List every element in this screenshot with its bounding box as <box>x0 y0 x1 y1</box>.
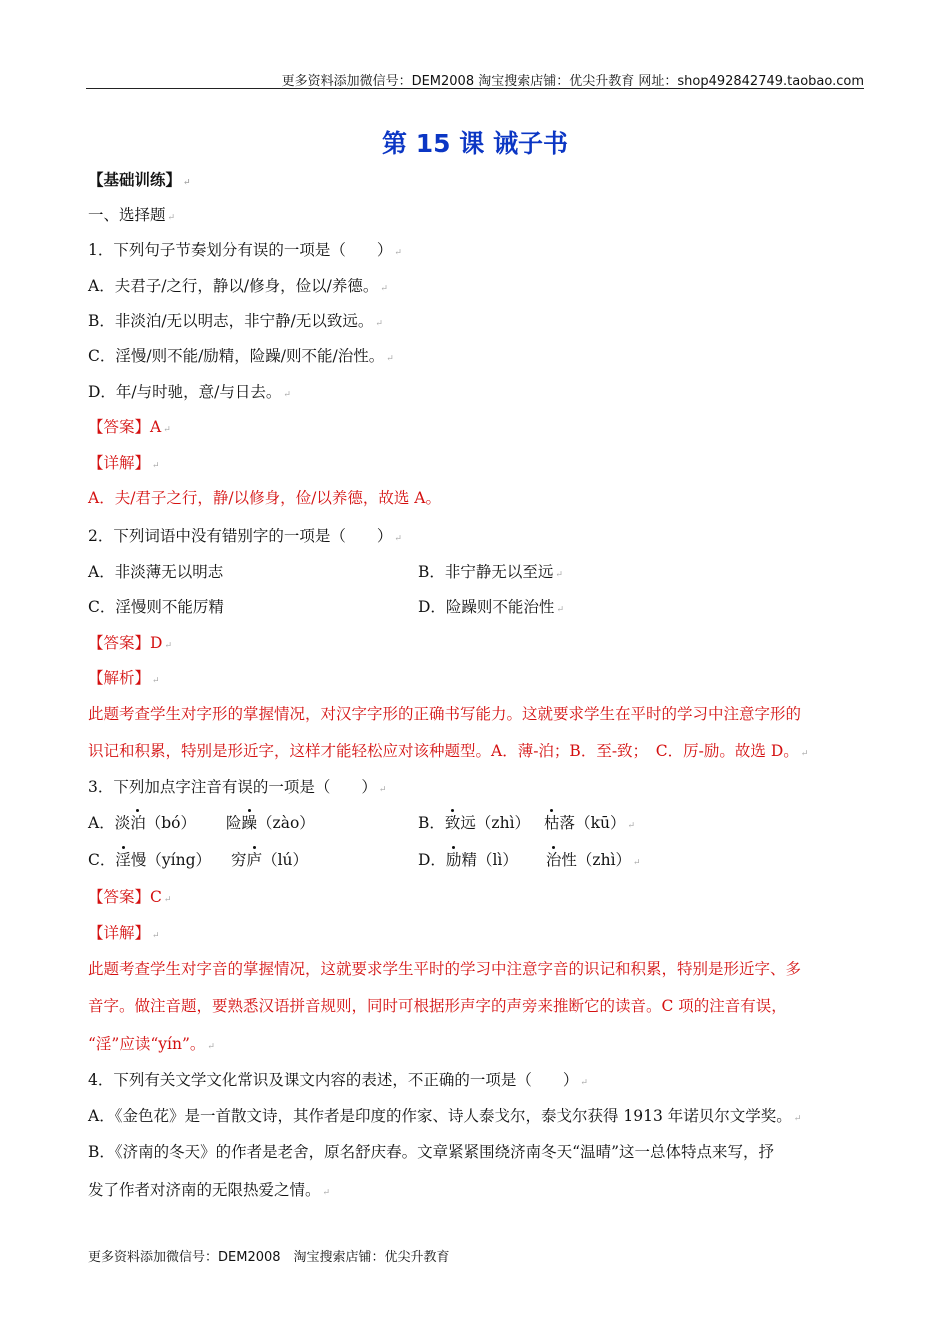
q3-c1-dotted-char: 淫 <box>115 851 131 869</box>
q2-analysis-label: 【解析】 ↵ <box>88 669 160 687</box>
q1-detail-label-text: 【详解】 <box>88 454 151 472</box>
q3-stem-text: 3．下列加点字注音有误的一项是（ ） <box>88 778 377 796</box>
q2-option-c: C．淫慢则不能厉精 <box>88 598 224 616</box>
q3-b2-pinyin: （kū） <box>575 814 626 832</box>
q3-c1-char: 慢 <box>130 851 147 869</box>
q3-d1-dotted-char: 励 <box>445 851 462 869</box>
q1-answer: 【答案】A ↵ <box>88 418 171 436</box>
q3-detail-label-text: 【详解】 <box>88 924 151 942</box>
q1-option-c: C．淫慢/则不能/励精，险躁/则不能/治性。 ↵ <box>88 347 394 365</box>
q1-detail-label: 【详解】 ↵ <box>88 454 160 472</box>
q3-option-b: B．致远（zhì） 枯落（kū） ↵ <box>418 814 635 832</box>
q3-answer-text: 【答案】C <box>88 888 162 906</box>
q3-b2-char: 落 <box>559 814 576 832</box>
q2-answer: 【答案】D ↵ <box>88 634 172 652</box>
q2-stem-text: 2．下列词语中没有错别字的一项是（ ） <box>88 527 393 545</box>
q3-stem: 3．下列加点字注音有误的一项是（ ） ↵ <box>88 778 387 796</box>
q3-detail-line-2: 音字。做注音题，要熟悉汉语拼音规则，同时可根据形声字的声旁来推断它的读音。C 项的注音有误， <box>88 997 787 1015</box>
q2-answer-text: 【答案】D <box>88 634 163 652</box>
q3-option-a <box>88 813 315 833</box>
section-label: 【基础训练】 <box>88 170 182 189</box>
q4-option-a: A．《金色花》是一首散文诗，其作者是印度的作家、诗人泰戈尔，泰戈尔获得 1913 年诺贝尔文学奖。 ↵ <box>88 1107 802 1125</box>
q1-option-b: B．非淡泊/无以明志，非宁静/无以致远。 ↵ <box>88 312 383 330</box>
q3-b1-char: 远 <box>460 814 476 832</box>
q3-b2-dotted-char: 枯 <box>544 814 560 832</box>
q3-d1-char: 精 <box>461 851 477 869</box>
q2-option-b: B．非宁静无以至远 ↵ <box>418 563 563 581</box>
q4-stem-text: 4．下列有关文学文化常识及课文内容的表述，不正确的一项是（ ） <box>88 1071 579 1089</box>
q3-d2-char: 性 <box>561 851 577 869</box>
q3-c2-dotted-char: 庐 <box>246 851 263 869</box>
q3-a2-dotted-char: 躁 <box>241 814 258 832</box>
q4-option-b-line-2-text: 发了作者对济南的无限热爱之情。 <box>88 1181 321 1199</box>
q1-option-c-text: C．淫慢/则不能/励精，险躁/则不能/治性。 <box>88 347 385 365</box>
q3-detail-label: 【详解】 ↵ <box>88 924 160 942</box>
subsection-label: 一、选择题 <box>88 206 166 224</box>
q2-analysis-label-text: 【解析】 <box>88 669 151 687</box>
q4-option-b-line-1: B．《济南的冬天》的作者是老舍，原名舒庆春。文章紧紧围绕济南冬天“温晴”这一总体特点来写，抒 <box>88 1143 774 1161</box>
q1-answer-text: 【答案】A <box>88 418 162 436</box>
q2-analysis-line-2-text: 识记和积累，特别是形近字，这样才能轻松应对该种题型。A．薄-泊；B．至-致； C．厉-励。故选 D。 <box>88 742 799 760</box>
q1-option-a-text: A．夫君子/之行，静以/修身，俭以/养德。 <box>88 277 379 295</box>
q3-a1-char: 淡 <box>114 814 131 832</box>
q2-analysis-line-1: 此题考查学生对字形的掌握情况，对汉字字形的正确书写能力。这就要求学生在平时的学习中注意字形的 <box>88 705 802 723</box>
q3-d2-pinyin: （zhì） <box>576 851 632 869</box>
q2-stem: 2．下列词语中没有错别字的一项是（ ） ↵ <box>88 527 402 545</box>
q2-analysis-line-2: 识记和积累，特别是形近字，这样才能轻松应对该种题型。A．薄-泊；B．至-致； C．厉-励。故选 D。 ↵ <box>88 742 809 760</box>
q1-option-d-text: D．年/与时驰，意/与日去。 <box>88 383 282 401</box>
q3-b1-pinyin: （zhì） <box>475 814 531 832</box>
q4-option-b-line-2: 发了作者对济南的无限热爱之情。 ↵ <box>88 1181 331 1199</box>
q2-option-d-text: D．险躁则不能治性 <box>418 598 555 616</box>
q3-detail-line-1: 此题考查学生对字音的掌握情况，这就要求学生平时的学习中注意字音的识记和积累，特别是形近字、多 <box>88 960 802 978</box>
q3-c2-char: 穷 <box>231 851 247 869</box>
q3-detail-line-3: “淫”应读“yín”。 ↵ <box>88 1035 215 1053</box>
q3-option-d: D．励精（lì） 治性（zhì） ↵ <box>418 851 641 869</box>
q3-detail-line-3-text: “淫”应读“yín”。 <box>88 1035 206 1053</box>
q3-a2-pinyin: （zào） <box>257 814 315 832</box>
q2-option-a: A．非淡薄无以明志 <box>88 563 224 581</box>
q1-stem: 1．下列句子节奏划分有误的一项是（ ） ↵ <box>88 241 402 259</box>
page-header: 更多资料添加微信号：DEM2008 淘宝搜索店铺：优尖升教育 网址：shop492842749.taobao.com <box>281 74 864 89</box>
q3-a2-char: 险 <box>226 814 242 832</box>
q3-answer: 【答案】C ↵ <box>88 888 172 906</box>
q3-option-c <box>88 850 308 870</box>
q3-option-d-label: D． <box>418 851 446 869</box>
q1-option-b-text: B．非淡泊/无以明志，非宁静/无以致远。 <box>88 312 374 330</box>
page-footer: 更多资料添加微信号：DEM2008 淘宝搜索店铺：优尖升教育 <box>88 1250 450 1265</box>
q3-a1-pinyin: （bó） <box>145 814 196 832</box>
q1-option-d: D．年/与时驰，意/与日去。 ↵ <box>88 383 291 401</box>
q1-stem-text: 1．下列句子节奏划分有误的一项是（ ） <box>88 241 393 259</box>
q3-b1-dotted-char: 致 <box>444 814 461 832</box>
q3-a1-dotted-char: 泊 <box>130 814 146 832</box>
header-rule <box>86 88 864 89</box>
q1-detail-text: A．夫/君子之行，静/以修身，俭/以养德，故选 A。 <box>88 489 441 507</box>
q2-option-b-text: B．非宁静无以至远 <box>418 563 554 581</box>
q4-option-a-text: A．《金色花》是一首散文诗，其作者是印度的作家、诗人泰戈尔，泰戈尔获得 1913 年诺贝尔文学奖。 <box>88 1107 792 1125</box>
subsection-heading: 一、选择题 ↵ <box>88 206 176 224</box>
section-heading: 【基础训练】 ↵ <box>88 170 191 189</box>
q1-detail <box>88 488 441 508</box>
q4-stem: 4．下列有关文学文化常识及课文内容的表述，不正确的一项是（ ） ↵ <box>88 1071 588 1089</box>
q3-option-b-label: B． <box>418 814 445 832</box>
q3-option-a-label: A． <box>88 814 115 832</box>
q3-d1-pinyin: （lì） <box>476 851 518 869</box>
q3-c1-pinyin: （yíng） <box>146 851 212 869</box>
page-title: 第 15 课 诫子书 <box>382 129 568 158</box>
q3-d2-dotted-char: 治 <box>545 851 562 869</box>
q3-option-c-label: C． <box>88 851 116 869</box>
q1-option-a: A．夫君子/之行，静以/修身，俭以/养德。 ↵ <box>88 277 388 295</box>
q2-option-d: D．险躁则不能治性 ↵ <box>418 598 564 616</box>
q3-c2-pinyin: （lú） <box>262 851 309 869</box>
